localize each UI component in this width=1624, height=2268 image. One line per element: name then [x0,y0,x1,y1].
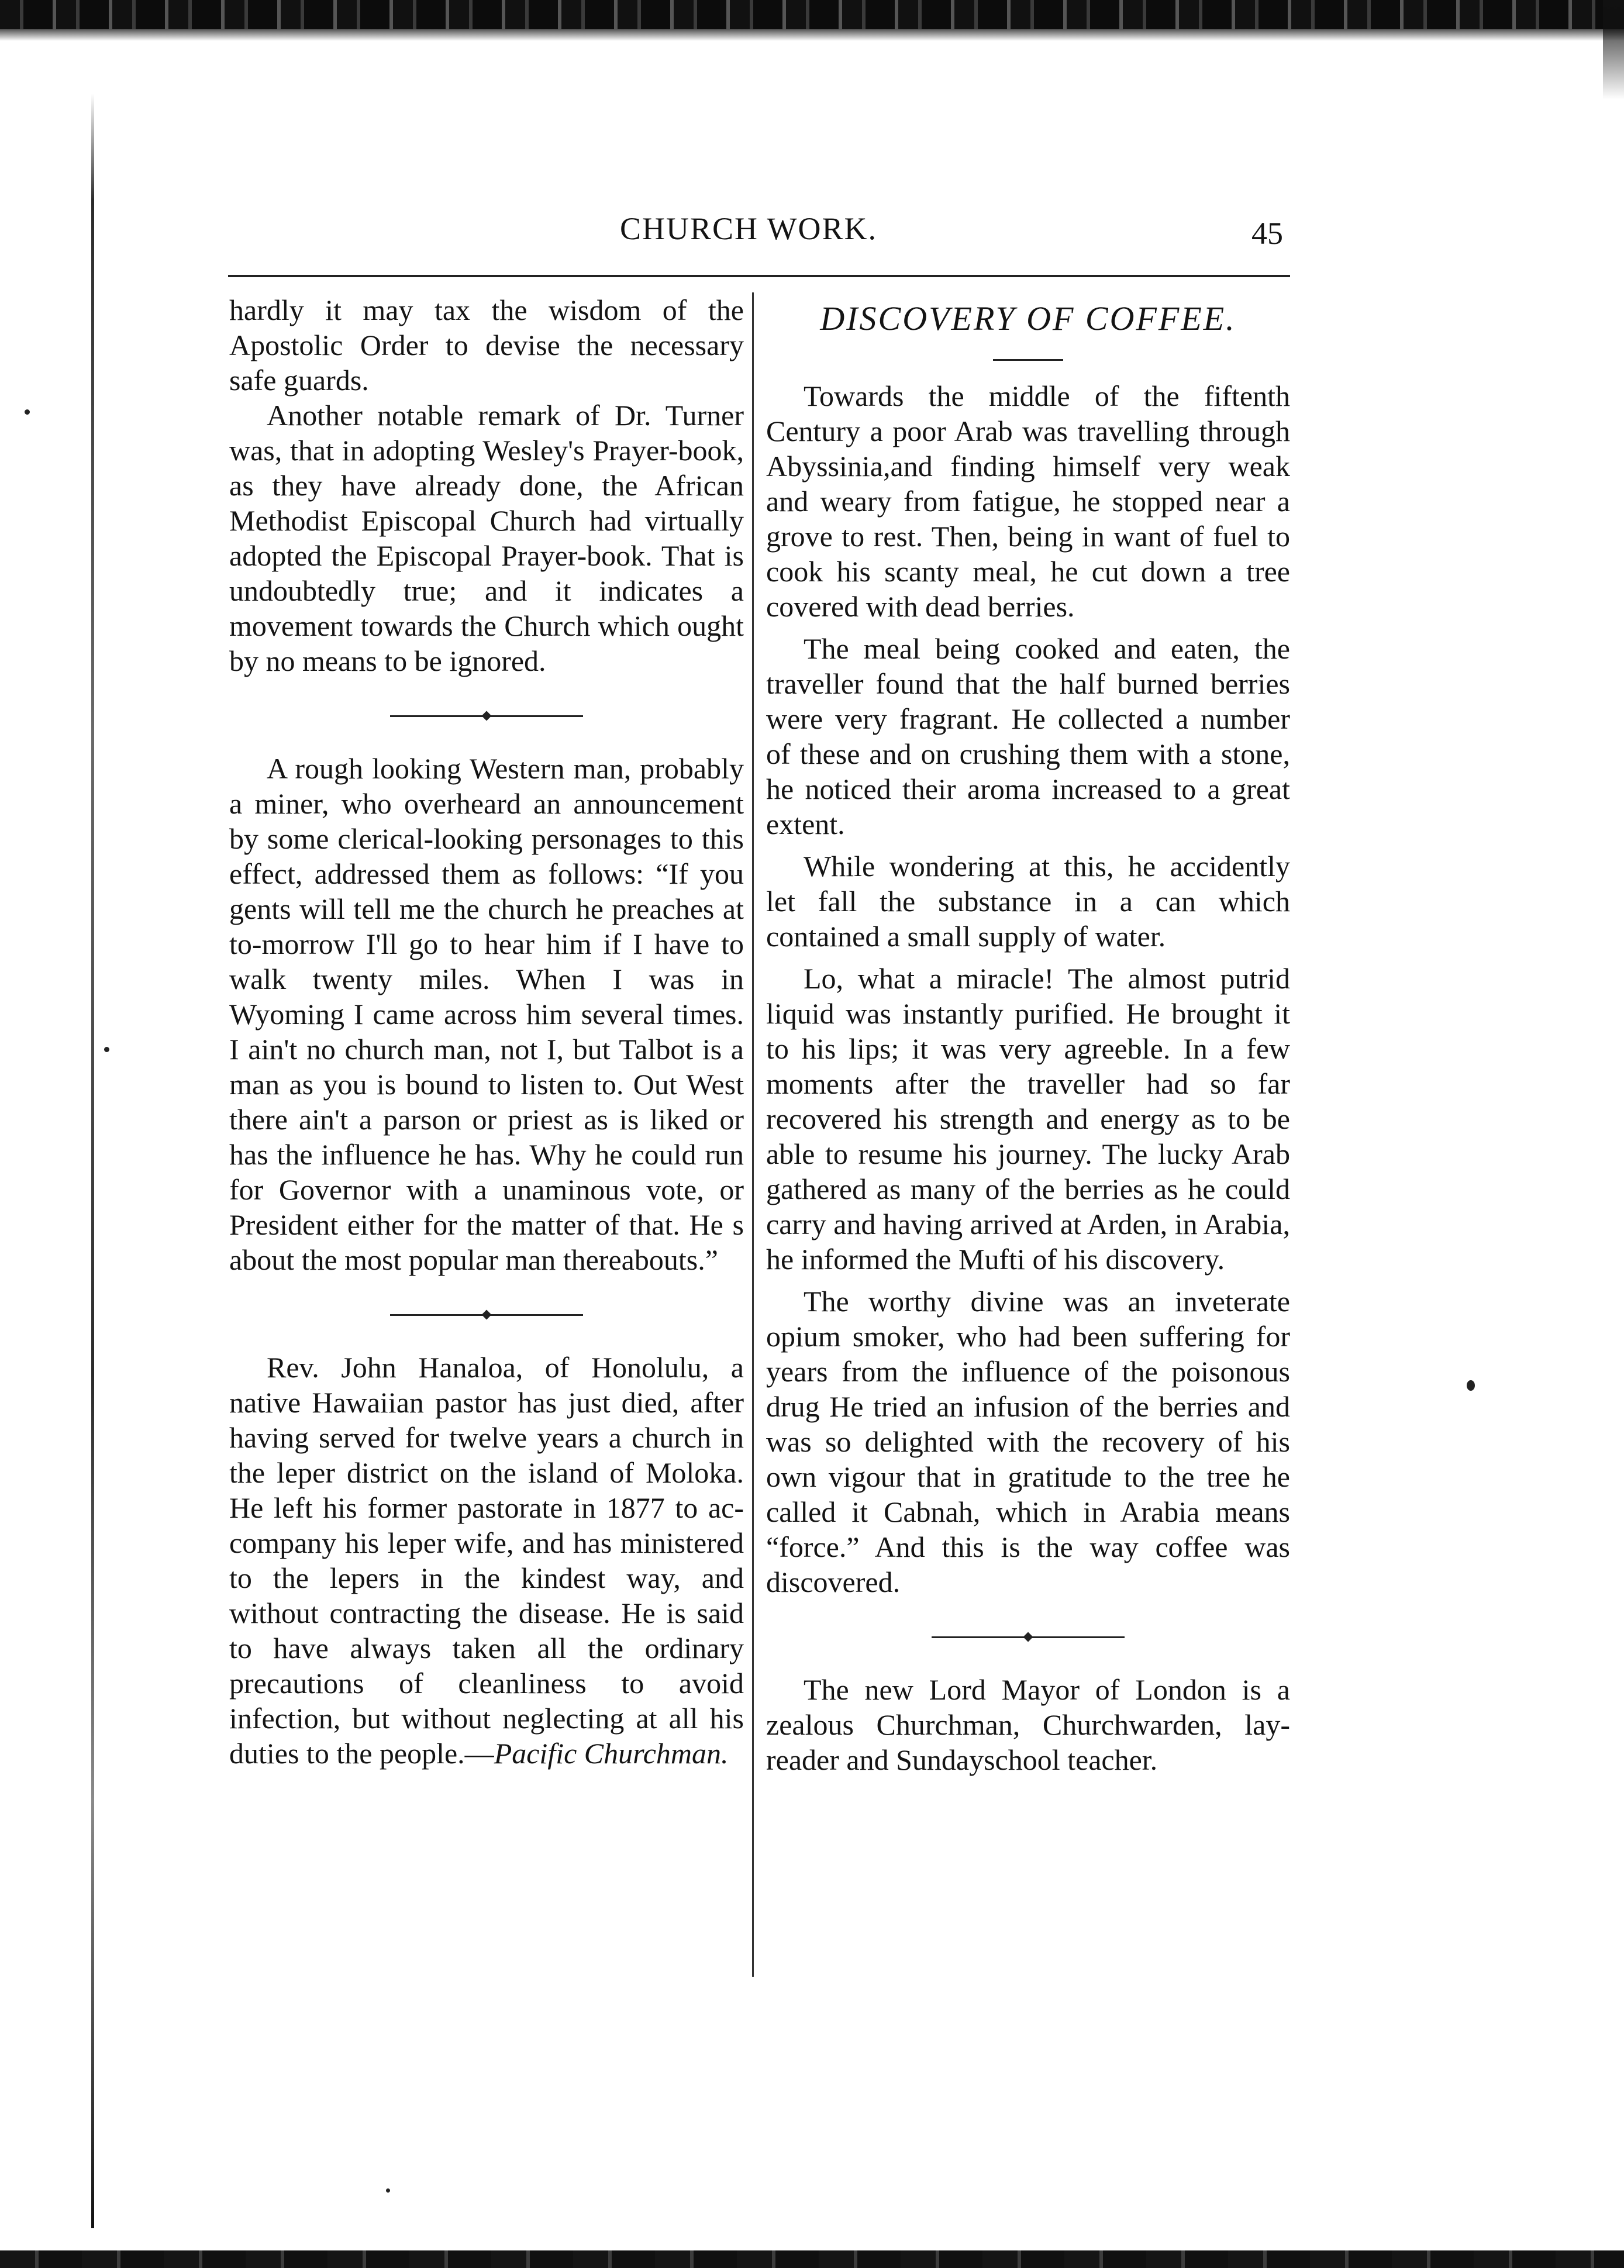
section-separator [932,1619,1125,1655]
lord-mayor-paragraph: The new Lord Mayor of London is a zealous Churchman, Churchwarden, lay-reader and Sundayschool teacher. [766,1673,1290,1776]
turner-paragraph: Another notable remark of Dr. Turner was, that in adopting Wesley's Prayer-book, as they have already done, the African Methodist Episcopal Church had virtually adopted the Episcopal Prayer-book. That is undoubtedly true; and it indicates a movement towards the Church which ought by no means to be ignored. [229,399,744,677]
western-man-paragraph: A rough looking Western man, probably a miner, who overheard an announcement by some clerical-looking personages to this effect, addressed them as follows: “If you gents will tell me the church he preaches at to-morrow I'll go to hear him if I have to walk twenty miles. When I was in Wyoming I came across him several times. I ain't no church man, not I, but Talbot is a man as you is bound to listen to. Out West there ain't a parson or priest as is liked or has the influence he has. Why he could run for Governor with a unaminous vote, or President either for the matter of that. He s about the most popular man thereabouts.” [229,752,744,1276]
coffee-paragraph: The worthy divine was an inveterate opium smoker, who had been suffering for years from the influence of the poisonous drug He tried an infusion of the berries and was so delighted with the recovery of his own vigour that in gratitude to the tree he called it Cabnah, which in Arabia means “force.” And this is the way coffee was discovered. [766,1285,1290,1598]
scan-bottom-border [0,2250,1624,2268]
coffee-paragraph: Lo, what a miracle! The almost putrid liquid was instantly purified. He brought it to his lips; it was very agreeble. In a few moments after the traveller had so far recovered his strength and energy as to be able to resume his journey. The lucky Arab gathered as many of the berries as he could carry and having arrived at Arden, in Arabia, he informed the Mufti of his discovery. [766,962,1290,1276]
separator-ornament [1023,1632,1033,1642]
running-head: CHURCH WORK. [620,211,878,246]
coffee-paragraph: While wondering at this, he accidently let fall the substance in a can which contained a small supply of water. [766,850,1290,953]
scan-speck [25,409,30,415]
hanaloa-source: Pacific Churchman. [494,1737,729,1770]
scan-speck [1467,1380,1475,1391]
article-title: DISCOVERY OF COFFEE. [820,299,1236,337]
scan-top-border [0,0,1624,29]
hanaloa-paragraph [229,1350,744,1771]
column-divider [752,292,754,1977]
scan-top-shadow [0,29,1624,41]
separator-ornament [482,711,492,721]
section-separator [390,698,583,733]
scan-right-shadow [1603,0,1624,99]
left-column [229,292,744,1771]
section-separator [390,1297,583,1332]
page-number: 45 [1251,216,1283,251]
title-rule [993,359,1063,361]
page-left-edge [91,94,94,2228]
scan-speck [104,1047,109,1052]
coffee-paragraph: Towards the middle of the fiftenth Century a poor Arab was travelling through Abyssinia,and finding himself very weak and weary from fatigue, he stopped near a grove to rest. Then, being in want of fuel to cook his scanty meal, he cut down a tree covered with dead berries. [766,380,1290,623]
separator-ornament [482,1310,492,1320]
header-rule [228,275,1290,277]
right-column [766,292,1290,1777]
scan-speck [386,2188,390,2193]
hanaloa-text: Rev. John Hanaloa, of Honolulu, a native Hawaiian pastor has just died, after having served for twelve years a church in the leper district on the island of Moloka. He left his former pastorate in 1877 to accompany his leper wife, and has ministered to the lepers in the kindest way, and without contracting the disease. He is said to have always taken all the ordinary precautions of cleanliness to avoid infection, but without neglecting at all his duties to the people.— [229,1351,744,1770]
coffee-paragraph: The meal being cooked and eaten, the traveller found that the half burned berries were very fragrant. He collected a number of these and on crushing them with a stone, he noticed their aroma increased to a great extent. [766,632,1290,840]
continuation-paragraph: hardly it may tax the wisdom of the Apostolic Order to devise the necessary safe guards. [229,294,744,397]
